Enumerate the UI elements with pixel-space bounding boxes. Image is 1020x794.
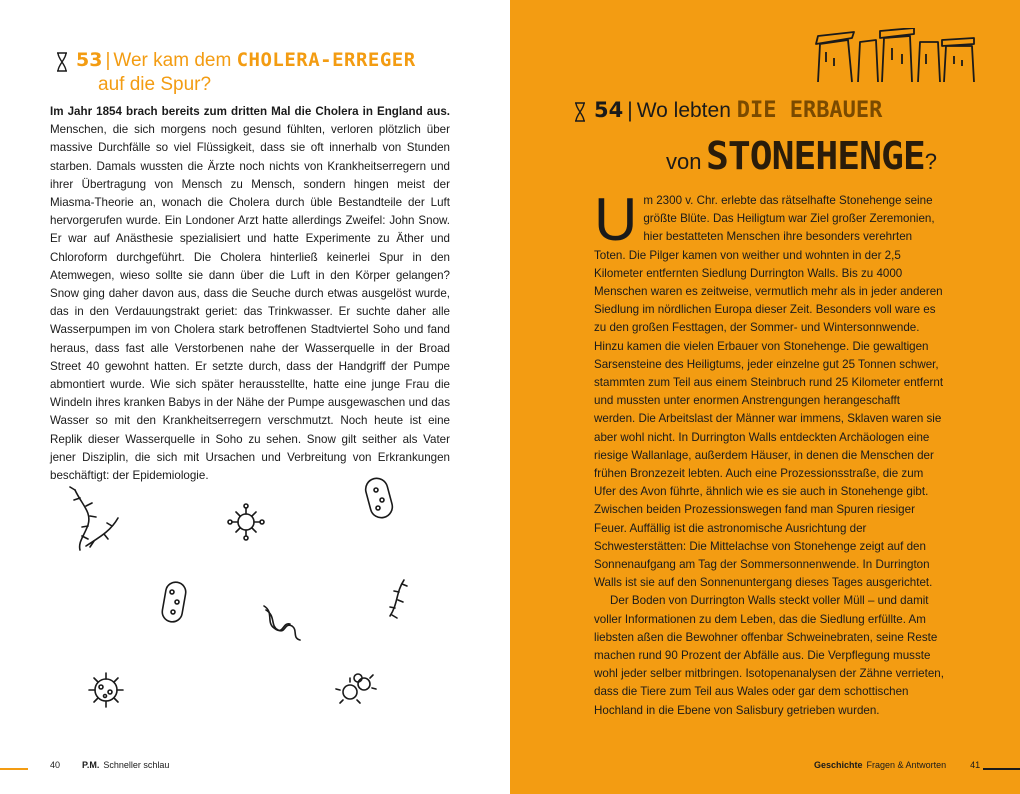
title-von: von — [666, 149, 702, 174]
paragraph-1 — [594, 186, 944, 592]
question-title — [590, 96, 970, 178]
virus-icon — [228, 504, 264, 540]
germ-illustrations — [0, 470, 510, 730]
bacteria-icon — [70, 487, 118, 550]
footer-rule — [983, 768, 1020, 770]
paragraph-2: Der Boden von Durrington Walls steckt voller Müll – und damit voller Informationen zu dem Leben, das die Siedlung erfüllte. Am liebsten aßen die Bewohner offenbar Schweinebraten, seine Reste machen rund 90 Prozent der Abfälle aus. Die Verpflegung musste wohl jeder selber mitbringen. Isotopenanalysen der Zähne verrieten, dass die Tiere zum Teil aus Wales oder gar dem schottischen Hochland in die Ebene von Salisbury getrieben wurden. — [594, 594, 944, 717]
article-body — [594, 186, 944, 720]
question-number: 54 — [594, 98, 624, 122]
bacteria-icon — [390, 580, 407, 618]
title-prefix: Wer kam dem — [113, 50, 232, 71]
title-highlight: CHOLERA-ERREGER — [236, 49, 416, 71]
article-text: Menschen, die sich morgens noch gesund fühlten, verloren plötzlich über massive Durchfälle so viel Flüssigkeit, dass sie oft innerhalb von Stunden starben. Damals wussten die Ärzte noch nichts von Krankheitserregern und ihrer Übertragung von Mensch zu Mensch, sondern hingen meist der Miasma-Theorie an, wonach die Cholera durch üble Bestandteile der Luft hervorgerufen wurde. Ein Londoner Arzt hatte allerdings Zweifel: John Snow. Er war auf Anästhesie spezialisiert und hatte Experimente zu Äther und Chloroform durchgeführt. Die Cholera hinterließ keinerlei Spur in den Atemwegen, wieso sollte sie dann über die Luft in den Körper gelangen? Snow ging daher davon aus, dass die Seuche durch etwas ausgelöst wurde, das in den Verdauungstrakt geriet: das Trinkwasser. Er suchte daher alle Wasserpumpen im von Cholera stark betroffenen Stadtviertel Soho und fand heraus, dass fast alle Verstorbenen nahe der Wasserquelle in der Broad Street 40 gewohnt hatten. Er setzte durch, dass der Handgriff der Pumpe abmontiert wurde. Wie sich später herausstellte, hatte eine junge Frau die Windeln ihres kranken Babys in der Nähe der Pumpe ausgewaschen und das Wasser so mit den Krankheitserregern verschmutzt. Noch heute ist eine Replik dieser Wasserquelle in Soho zu sehen. Snow gilt seither als Vater jener Disziplin, die sich mit Ursachen und Verbreitung von Erkrankungen beschäftigt: der Epidemiologie. — [50, 123, 450, 483]
article-lead: Im Jahr 1854 brach bereits zum dritten Mal die Cholera in England aus. — [50, 105, 450, 118]
footer-rule — [0, 768, 28, 770]
page-number: 41 — [970, 760, 981, 770]
question-number: 53 — [76, 49, 103, 71]
article-body — [50, 103, 450, 485]
virus-icon — [89, 673, 123, 707]
footer-subtitle: Fragen & Antworten — [866, 760, 947, 770]
title-separator: | — [105, 50, 111, 71]
title-suffix: auf die Spur? — [98, 74, 212, 95]
drop-cap: U — [594, 186, 638, 253]
title-question-mark: ? — [924, 149, 937, 174]
page-number: 40 — [50, 760, 61, 770]
bacteria-icon — [363, 476, 395, 520]
virus-icon — [336, 674, 376, 703]
stonehenge-icon — [812, 28, 978, 84]
title-stonehenge: STONEHENGE — [705, 134, 925, 178]
footer-left — [50, 760, 169, 770]
title-prefix: Wo lebten — [636, 99, 731, 122]
footer-brand: P.M. — [82, 760, 100, 770]
bacteria-icon — [264, 606, 300, 640]
hourglass-icon — [573, 102, 587, 122]
footer-right — [814, 760, 980, 770]
footer-book-title: Schneller schlau — [103, 760, 170, 770]
paragraph-1-text: m 2300 v. Chr. erlebte das rätselhafte Stonehenge seine größte Blüte. Das Heiligtum war Ziel großer Zeremonien, hier bestatteten Menschen ihre besonders verehrten Toten. Die Pilger kamen von weither und wohnten in der 2,5 Kilometer entfernten Siedlung Durrington Walls. Bis zu 4000 Menschen waren es zeitweise, vermutlich mehr als in jeder anderen Siedlung im nördlichen Europa dieser Zeit. Besonders voll ware es zu den großen Festtagen, der Sommer- und Wintersonnwende. Hinzu kamen die vielen Erbauer von Stonehenge. Die gewaltigen Sarsensteine des Heiligtums, jeder einzelne gut 25 Tonnen schwer, stammten zum Teil aus einem Steinbruch rund 25 Kilometer entfernt und mussten unter enormen Anstrengungen herangeschafft werden. Die Arbeitslast der Männer war immens, Sklaven waren sie aber wohl nicht. In Durrington Walls entdeckten Archäologen eine riesige Wallanlage, außerdem Häuser, in denen die Menschen der frühen Bronzezeit lebten. Auch eine Prozessionsstraße, die zum Ufer des Avon führte, ähnlich wie es sie auch in Stonehenge gibt. Zwischen beiden Prozessionswegen fand man Spuren riesiger Feuer. Auffällig ist die astronomische Ausrichtung der Schwesterstätten: Die Mittelachse von Stonehenge zeigt auf den Sonnenaufgang am Tag der Sommersonnenwende. In Durrington Walls ist sie auf den Sonnenuntergang dieses Tages ausgerichtet. — [594, 194, 944, 590]
title-separator: | — [627, 99, 633, 122]
question-title — [58, 48, 478, 97]
footer-section: Geschichte — [814, 760, 863, 770]
title-highlight: DIE ERBAUER — [736, 98, 883, 123]
bacteria-icon — [161, 581, 188, 624]
